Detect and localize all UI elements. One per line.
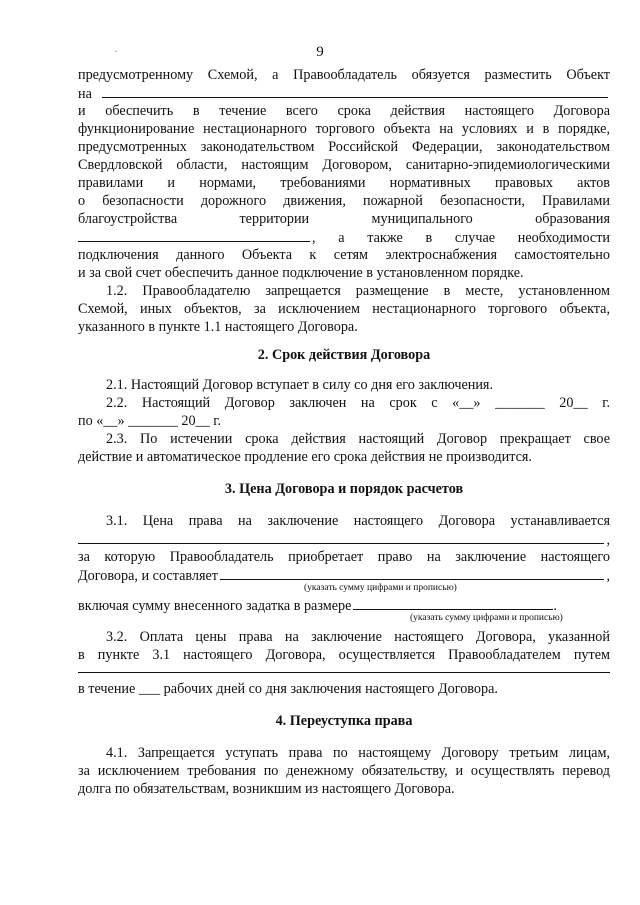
section-heading: 3. Цена Договора и порядок расчетов: [224, 481, 464, 497]
field-caption: (указать сумму цифрами и прописью): [304, 583, 457, 593]
text-fragment: ,: [606, 568, 610, 584]
text-line: предусмотренному Схемой, а Правообладатель обязуется разместить Объект: [78, 67, 610, 83]
section-heading: 4. Переуступка права: [275, 713, 413, 729]
field-caption: (указать сумму цифрами и прописью): [410, 613, 563, 623]
text-line: 3.1. Цена права на заключение настоящего Договора устанавливается: [106, 513, 610, 529]
text-line: и за свой счет обеспечить данное подключение в установленном порядке.: [78, 265, 524, 281]
text-fragment: включая сумму внесенного задатка в размере: [78, 598, 352, 614]
blank-field: [353, 596, 553, 610]
text-line: 2.1. Настоящий Договор вступает в силу со дня его заключения.: [106, 377, 494, 393]
text-line: долга по обязательствам, возникшим из настоящего Договора.: [78, 781, 455, 797]
text-line: указанного в пункте 1.1 настоящего Договора.: [78, 319, 358, 335]
text-line: по «__» _______ 20__ г.: [78, 413, 222, 429]
blank-field: [78, 672, 610, 673]
text-line: благоустройства территории муниципального образования: [78, 211, 610, 227]
page-number: 9: [316, 44, 324, 60]
scan-speck: ·: [114, 44, 118, 58]
text-line: за которую Правообладатель приобретает право на заключение настоящего: [78, 549, 610, 565]
text-line: предусмотренных законодательством Российской Федерации, законодательством: [78, 139, 610, 155]
text-line-with-blank: [78, 84, 610, 103]
section-heading: 2. Срок действия Договора: [257, 347, 431, 363]
text-line: Схемой, иных объектов, за исключением нестационарного торгового объекта,: [78, 301, 610, 317]
text-line: 2.2. Настоящий Договор заключен на срок с «__» _______ 20__ г.: [106, 395, 610, 411]
blank-field: [102, 84, 608, 98]
text-fragment: .: [553, 598, 557, 614]
text-line: в течение ___ рабочих дней со дня заключения настоящего Договора.: [78, 681, 498, 697]
text-line: 1.2. Правообладателю запрещается размещение в месте, установленном: [106, 283, 610, 299]
text-line: о безопасности дорожного движения, пожарной безопасности, Правилами: [78, 193, 610, 209]
text-line: функционирование нестационарного торгового объекта на условиях и в порядке,: [78, 121, 610, 137]
text-line: за исключением требования по денежному обязательству, и осуществлять перевод: [78, 763, 610, 779]
text-line: 3.2. Оплата цены права на заключение настоящего Договора, указанной: [106, 629, 610, 645]
text-line: правилами и нормами, требованиями нормативных правовых актов: [78, 175, 610, 191]
text-line: 2.3. По истечении срока действия настоящий Договор прекращает свое: [106, 431, 610, 447]
text-fragment: Договора, и составляет: [78, 568, 218, 584]
blank-field: [220, 566, 604, 580]
blank-field: [78, 228, 310, 242]
text-fragment: , а также в случае необходимости: [312, 230, 610, 246]
text-line: Свердловской области, настоящим Договором, санитарно-эпидемиологическими: [78, 157, 610, 173]
text-line-with-blank: [78, 228, 610, 247]
text-line: действие и автоматическое продление его срока действия не производится.: [78, 449, 532, 465]
blank-field: [78, 530, 604, 544]
text-line: подключения данного Объекта к сетям электроснабжения самостоятельно: [78, 247, 610, 263]
text-line-with-blank: [78, 530, 610, 549]
text-line: и обеспечить в течение всего срока действия настоящего Договора: [78, 103, 610, 119]
text-line: 4.1. Запрещается уступать права по настоящему Договору третьим лицам,: [106, 745, 610, 761]
text-fragment: ,: [606, 532, 610, 548]
text-fragment: на: [78, 86, 92, 102]
text-line: в пункте 3.1 настоящего Договора, осуществляется Правообладателем путем: [78, 647, 610, 663]
